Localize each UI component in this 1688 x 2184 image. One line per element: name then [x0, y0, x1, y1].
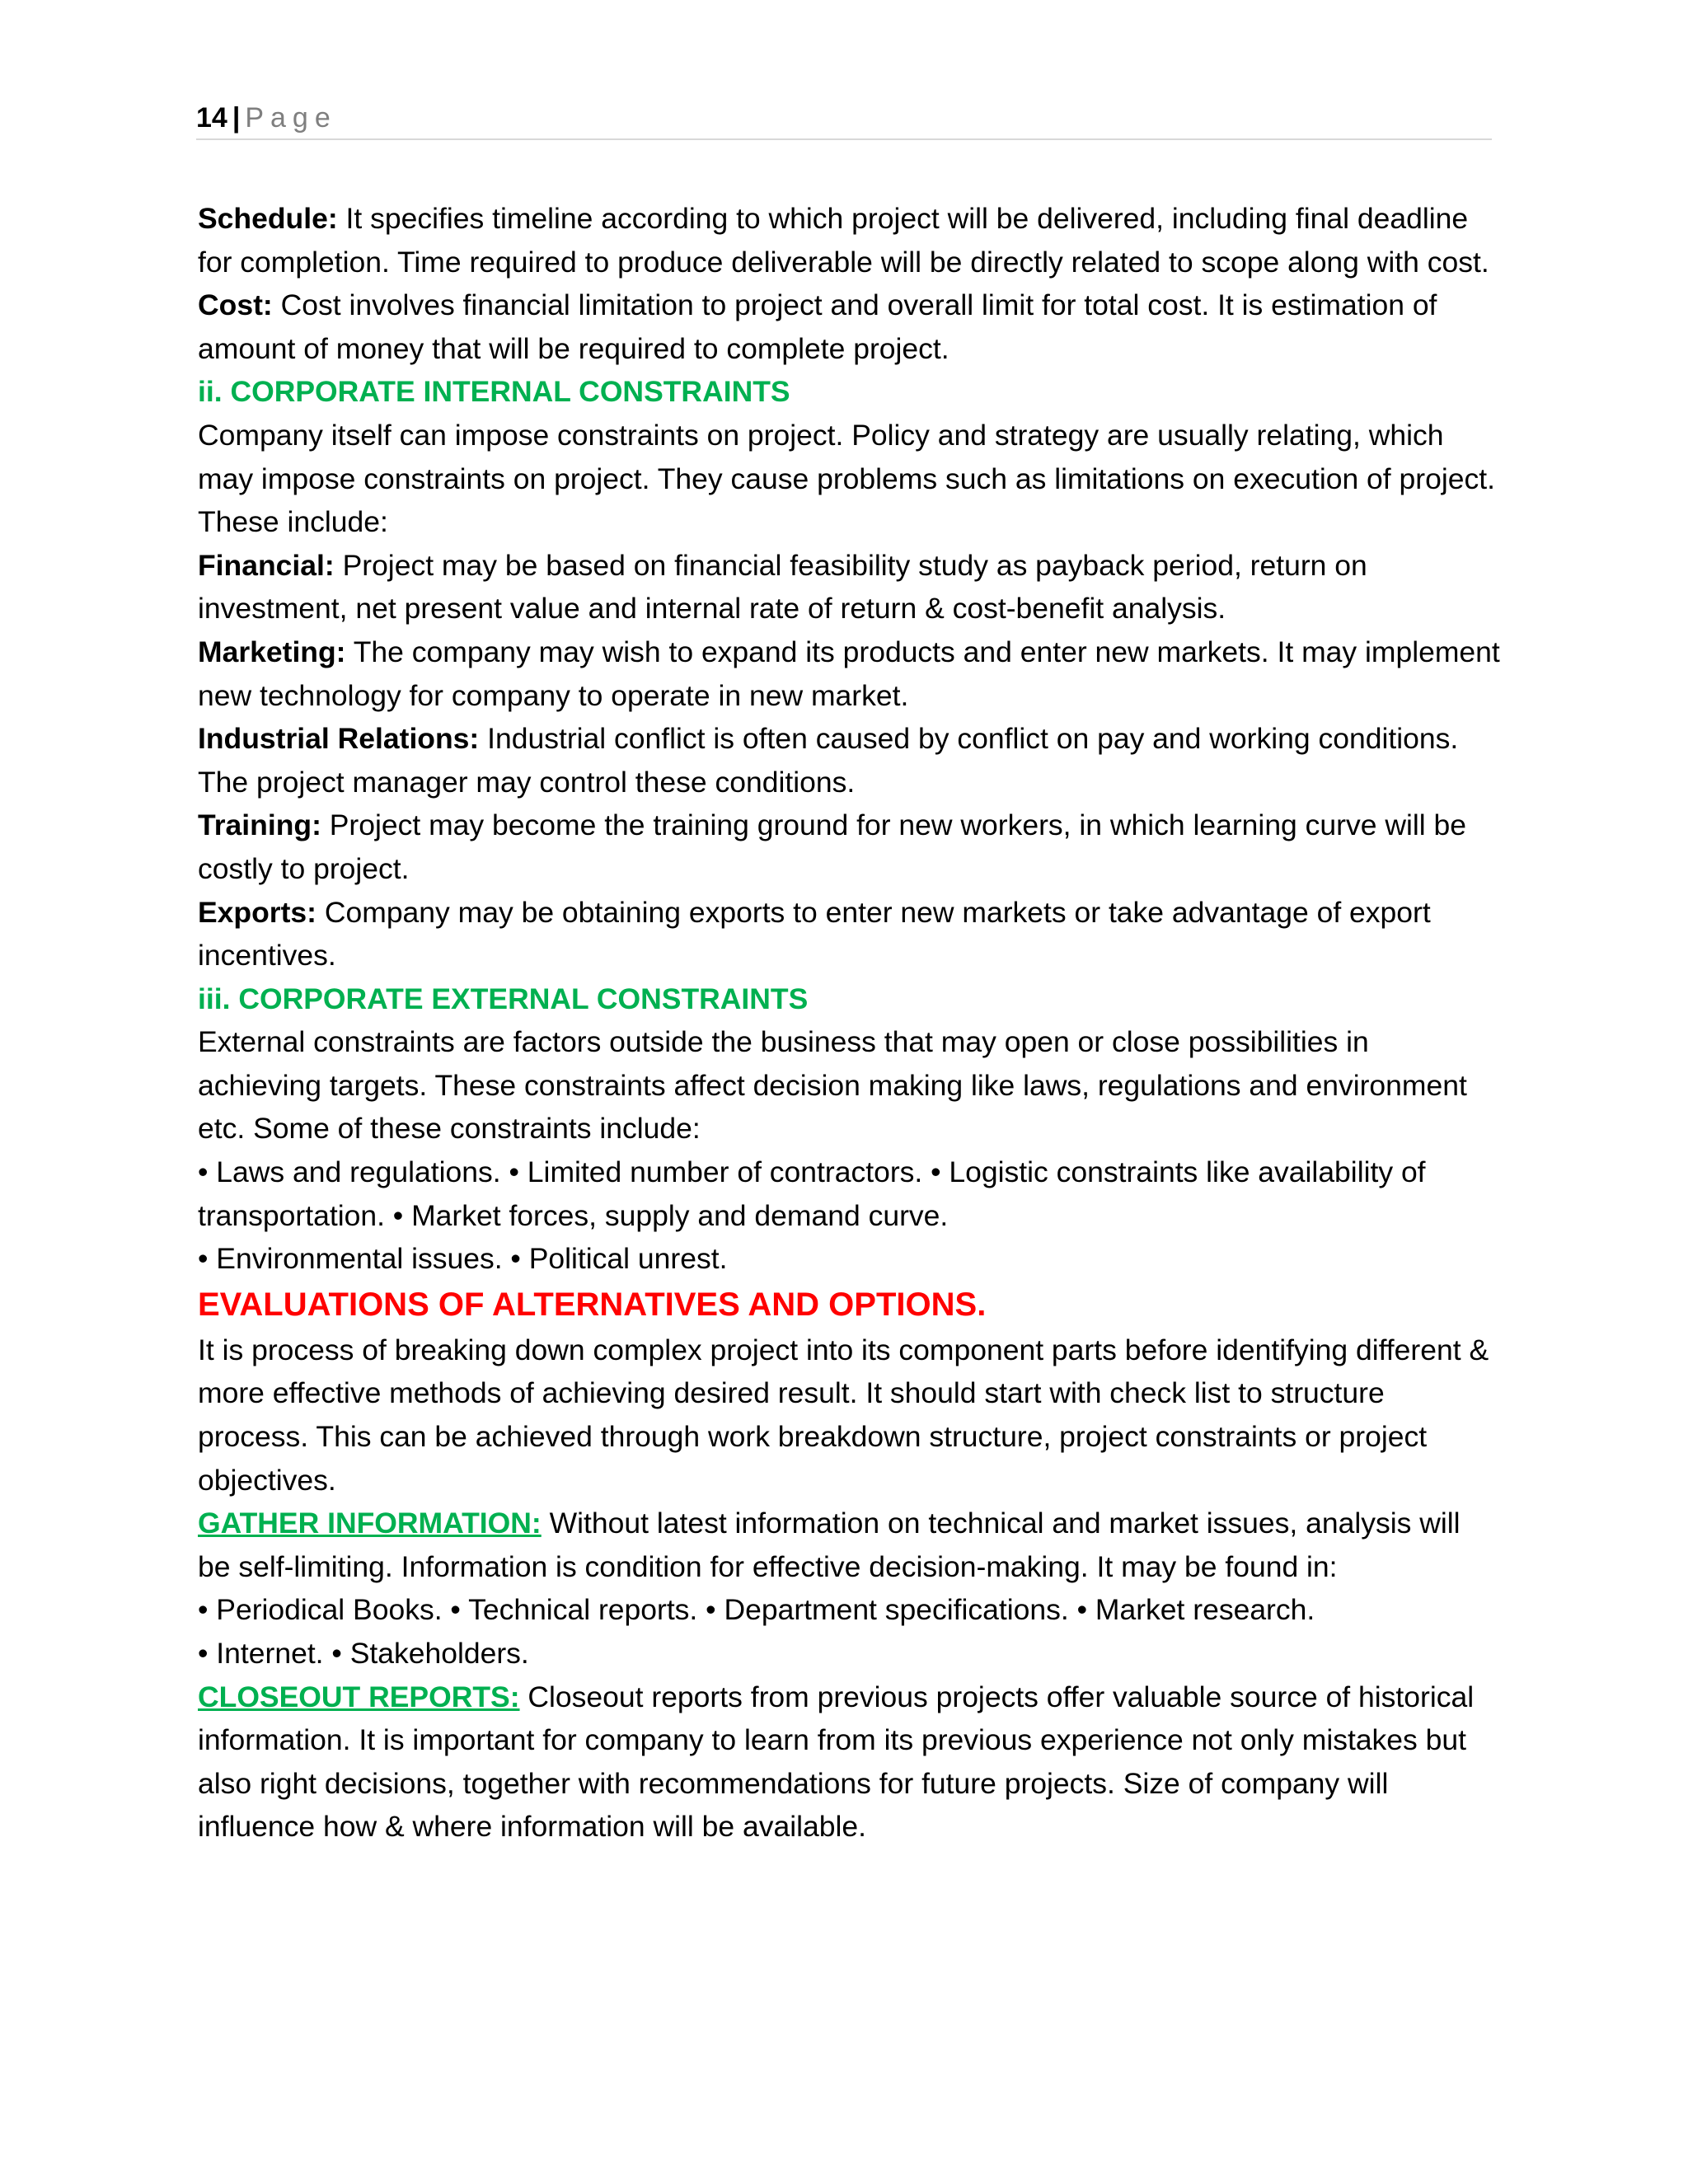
closeout-reports-text: Closeout reports from previous projects offer valuable source of historical information. It is important for company to learn from its previous experience not only mistakes but also right decisions, together with recommendations for future projects. Size of company will influence how & where information will be available. [198, 1680, 1475, 1844]
page-label: Page [245, 102, 337, 134]
schedule-label: Schedule: [198, 202, 338, 235]
internal-constraints-heading: ii. CORPORATE INTERNAL CONSTRAINTS [198, 375, 790, 409]
cost-label: Cost: [198, 288, 273, 322]
page-number: 14 [196, 102, 227, 134]
cost-text: Cost involves financial limitation to project and overall limit for total cost. It is estimation of amount of money that will be required to complete project. [198, 288, 1437, 365]
evaluations-heading: EVALUATIONS OF ALTERNATIVES AND OPTIONS. [198, 1286, 987, 1323]
external-bullets-line-1: • Laws and regulations. • Limited number of contractors. • Logistic constraints like availability of transportation. • Market forces, supply and demand curve. [198, 1155, 1426, 1232]
financial-label: Financial: [198, 548, 335, 582]
industrial-relations-text: Industrial conflict is often caused by conflict on pay and working conditions. The project manager may control these conditions. [198, 722, 1459, 799]
page-separator: | [232, 102, 241, 134]
schedule-text: It specifies timeline according to which project will be delivered, including final deadline for completion. Time required to produce deliverable will be directly related to scope along with cost. [198, 202, 1489, 279]
gather-information-paragraph [198, 1502, 1500, 1588]
internal-constraints-intro: Company itself can impose constraints on project. Policy and strategy are usually relating, which may impose constraints on project. They cause problems such as limitations on execution of project. These include: [198, 418, 1495, 539]
external-bullets-line-2: • Environmental issues. • Political unrest. [198, 1242, 728, 1276]
schedule-paragraph [198, 197, 1500, 284]
cost-paragraph [198, 284, 1500, 370]
industrial-relations-label: Industrial Relations: [198, 722, 480, 756]
training-paragraph [198, 804, 1500, 890]
external-constraints-intro: External constraints are factors outside the business that may open or close possibilities in achieving targets. These constraints affect decision making like laws, regulations and environment etc. Some of these constraints include: [198, 1025, 1467, 1146]
gather-bullets-line-1: • Periodical Books. • Technical reports. • Department specifications. • Market research. [198, 1593, 1315, 1627]
exports-paragraph [198, 891, 1500, 977]
marketing-paragraph [198, 630, 1500, 717]
document-body [198, 197, 1500, 1849]
closeout-reports-paragraph [198, 1675, 1500, 1849]
exports-text: Company may be obtaining exports to enter new markets or take advantage of export incentives. [198, 895, 1431, 972]
evaluations-paragraph: It is process of breaking down complex project into its component parts before identifying different & more effective methods of achieving desired result. It should start with check list to structure process. This can be achieved through work breakdown structure, project constraints or project objectives. [198, 1333, 1489, 1497]
exports-label: Exports: [198, 895, 316, 929]
gather-bullets-line-2: • Internet. • Stakeholders. [198, 1637, 529, 1670]
financial-text: Project may be based on financial feasibility study as payback period, return on investment, net present value and internal rate of return & cost-benefit analysis. [198, 548, 1367, 626]
closeout-reports-label: CLOSEOUT REPORTS: [198, 1680, 520, 1713]
page-header [196, 97, 1492, 140]
marketing-label: Marketing: [198, 635, 346, 668]
industrial-relations-paragraph [198, 717, 1500, 804]
gather-information-text: Without latest information on technical and market issues, analysis will be self-limiting. Information is condition for effective decision-making. It may be found in: [198, 1507, 1461, 1583]
gather-information-label: GATHER INFORMATION: [198, 1507, 542, 1540]
training-label: Training: [198, 808, 321, 842]
financial-paragraph [198, 544, 1500, 630]
external-constraints-heading: iii. CORPORATE EXTERNAL CONSTRAINTS [198, 982, 809, 1015]
marketing-text: The company may wish to expand its products and enter new markets. It may implement new technology for company to operate in new market. [198, 635, 1500, 712]
training-text: Project may become the training ground for new workers, in which learning curve will be costly to project. [198, 808, 1466, 885]
